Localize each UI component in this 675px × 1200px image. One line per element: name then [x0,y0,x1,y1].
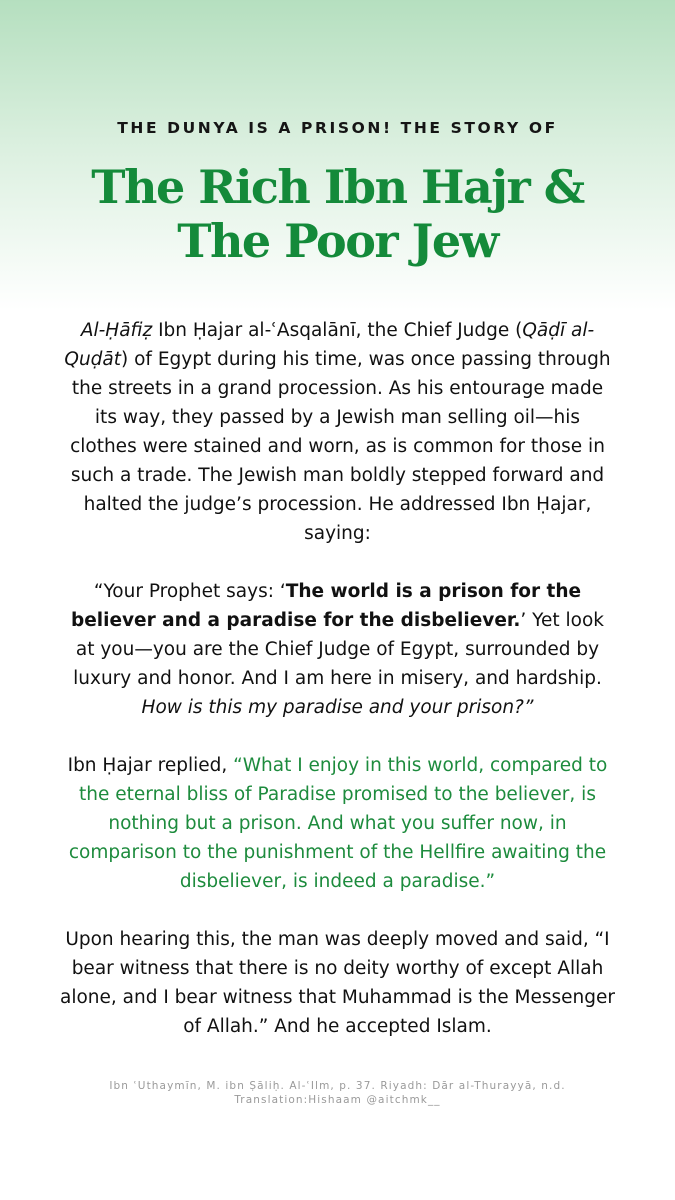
story-paragraph-intro [60,316,615,548]
challenge-text-b: ’ Yet look at you—you are the Chief Judge of Egypt, surrounded by luxury and honor. And I am here in misery, and hardship. [73,610,605,689]
challenge-question: How is this my paradise and your prison?” [141,697,534,718]
source-credit [0,1079,675,1107]
intro-text-b: ) of Egypt during his time, was once passing through the streets in a grand procession. As his entourage made its way, they passed by a Jewish man selling oil—his clothes were stained and worn, as is common for those in such a trade. The Jewish man boldly stepped forward and halted the judge’s procession. He addressed Ibn Ḥajar, saying: [70,349,611,544]
hadith-quote: The world is a prison for the believer and a paradise for the disbeliever. [70,581,582,631]
title-term-text: Qāḍī al-Quḍāt [64,320,595,370]
source-citation: Ibn ʿUthaymīn, M. ibn Ṣāliḥ. Al-ʿIlm, p. 37. Riyadh: Dār al-Thurayyā, n.d. [109,1080,566,1092]
translation-credit: Translation:Hishaam @aitchmk__ [234,1094,441,1106]
story-paragraph-challenge [60,577,615,722]
intro-text-a: Ibn Ḥajar al-ʿAsqalānī, the Chief Judge ( [152,320,523,341]
honorific-text: Al-Ḥāfiẓ [80,320,153,341]
story-body [60,316,615,1070]
title-line-2: The Poor Jew [177,214,498,268]
kicker-heading: THE DUNYA IS A PRISON! THE STORY OF [117,119,558,137]
reply-intro: Ibn Ḥajar replied, [67,755,234,776]
story-paragraph-reply [60,751,615,896]
challenge-text-a: “Your Prophet says: ‘ [93,581,286,602]
page-title [0,160,675,268]
reply-quote: “What I enjoy in this world, compared to the eternal bliss of Paradise promised to the believer, is nothing but a prison. And what you suffer now, in comparison to the punishment of the Hellfire awaiting the disbeliever, is indeed a paradise.” [68,755,608,892]
title-line-1: The Rich Ibn Hajr & [91,160,584,214]
story-paragraph-conclusion: Upon hearing this, the man was deeply moved and said, “I bear witness that there is no deity worthy of except Allah alone, and I bear witness that Muhammad is the Messenger of Allah.” And he accepted Islam. [60,929,615,1037]
